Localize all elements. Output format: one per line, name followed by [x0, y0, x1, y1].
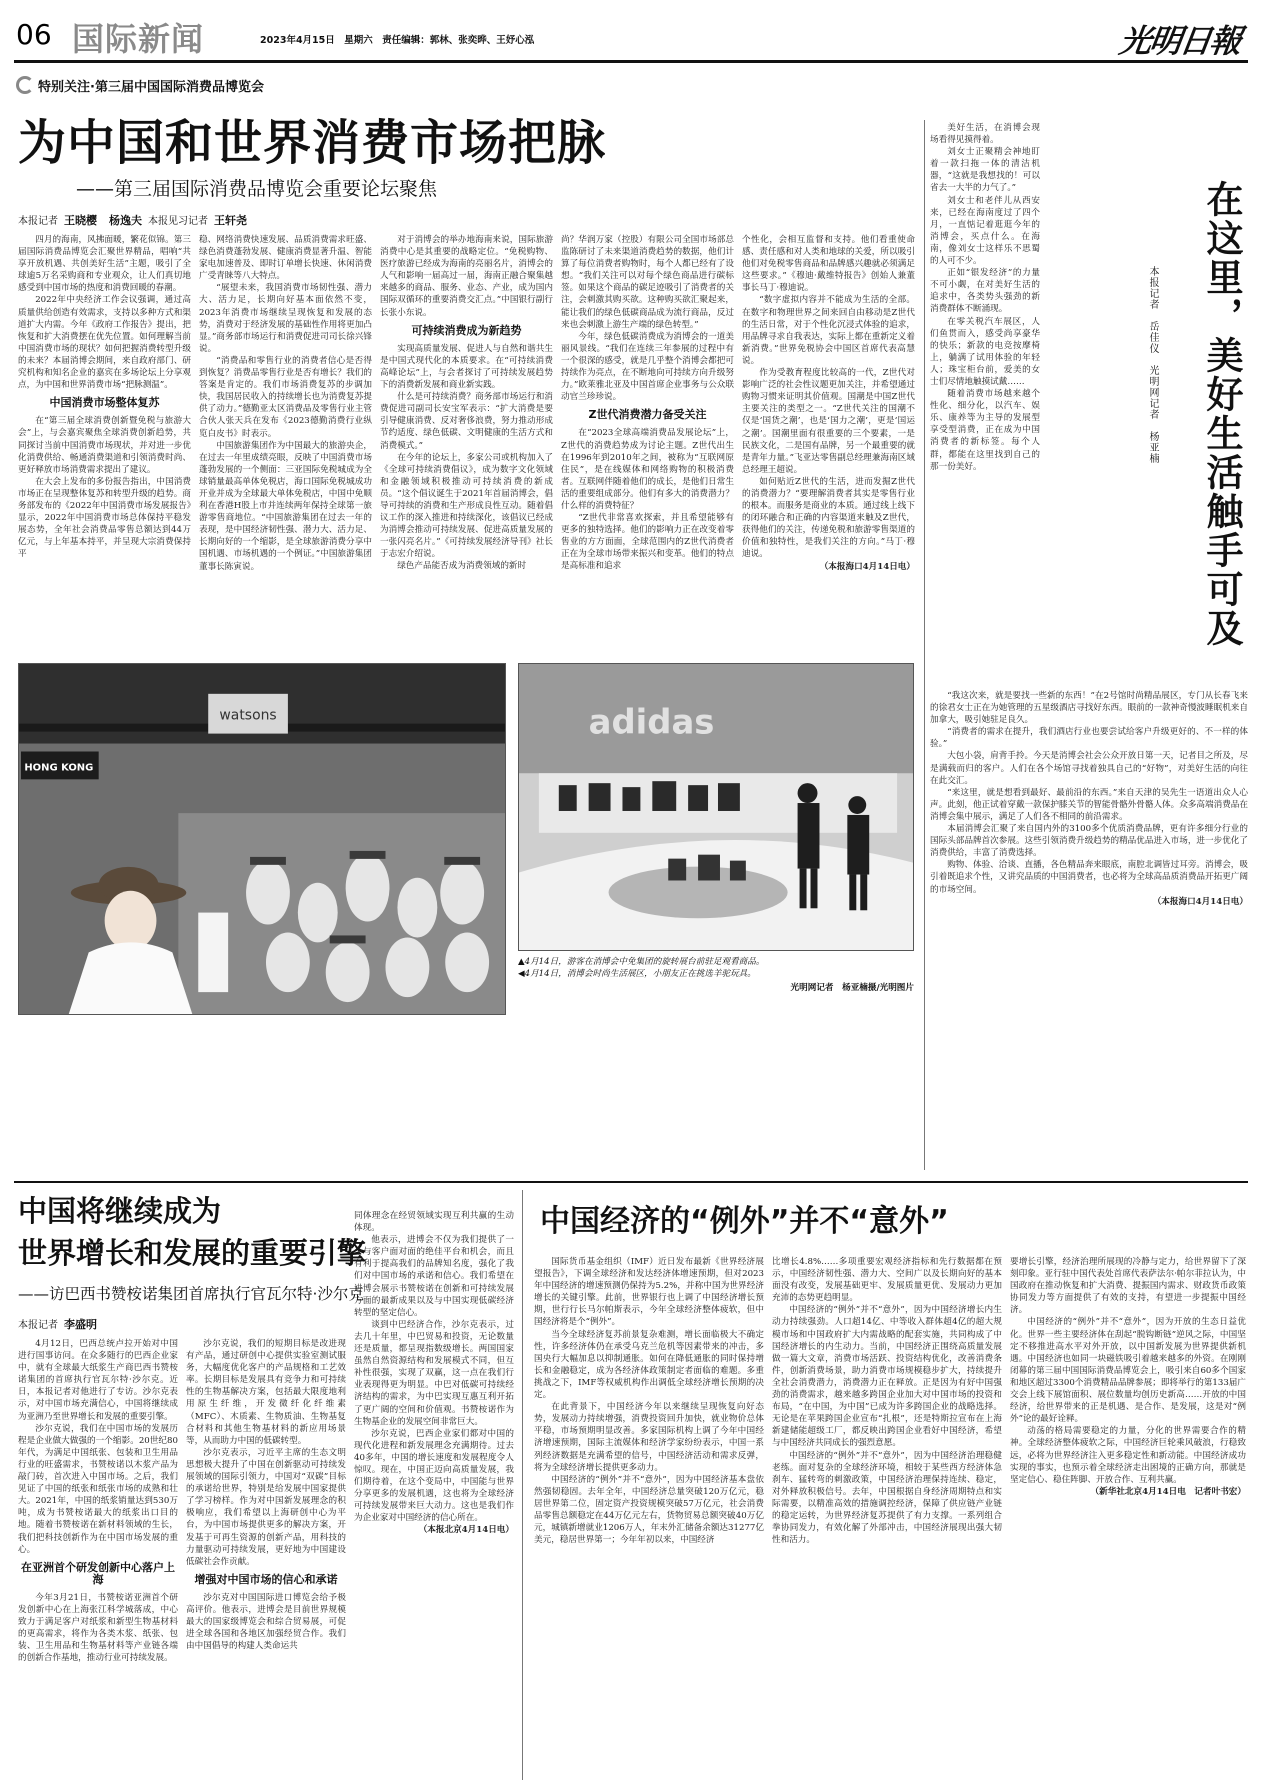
column-tag-text: 特别关注·第三届中国国际消费品博览会: [38, 79, 264, 95]
paragraph: 尚？华润万家（控股）有限公司全国市场部总监陈研讨了未来渠道消费趋势的数据，他们计算了每位消费者购物时，每个人都已经有了设想。“我们关注可以对每个绿色商品进行碳标签。如果这个商品的碳足迹吸引了消费者的关注，会刺激其购买欲。这种购买欲汇聚起来，能让我们的绿色低碳商品成为流行商品，反过来也会刺激上游生产端的绿色转型。”: [561, 235, 734, 330]
column-tag-icon: [16, 76, 34, 94]
interview-subheadline: ——访巴西书赞桉诺集团首席执行官瓦尔特·沙尔克: [18, 1285, 364, 1303]
paragraph: 个性化，会相互监督和支持。他们看重使命感、责任感和对人类和地球的关爱，所以吸引他们对免税零售商品和品牌感兴趣就必须满足这些要求。”《穆迪·戴维特报告》创始人兼董事长马丁·穆迪说。: [742, 235, 915, 294]
author-name: 王轩尧: [214, 214, 247, 227]
paragraph: 实现高质量发展、促进人与自然和谐共生是中国式现代化的本质要求。在“可持续消费高峰论坛”上，与会者探讨了可持续发展趋势下的消费新发展和商业新实践。: [380, 343, 553, 391]
feature-column-4: [561, 234, 734, 652]
paragraph: 沙尔克说，我们的短期目标是改进现有产品，通过研创中心提供实验室测试服务，大幅度优化客户的产品规格和工艺效率。长期目标是发展具有竞争力和可持续性的生物基解决方案，包括最大限度地利用原生纤维，开发微纤化纤维素（MFC）、木质素、生物质油、生物基复合材料和其他生物基材料的新应用场景等，从而助力中国的低碳转型。: [186, 1339, 346, 1446]
photo-caption: ▲4月14日，游客在消博会中免集团的旋转展台前驻足观看商品。: [518, 957, 765, 967]
paragraph: 随着消费市场越来越个性化、细分化，以汽车、娱乐、康养等为主导的发展型享受型消费，正在成为中国消费者的新标签。每个人群，都能在这里找到自己的那一份美好。: [930, 389, 1040, 472]
paragraph: 什么是可持续消费？商务部市场运行和消费促进司副司长安宝军表示：“扩大消费是要引导健康消费、反对奢侈浪费，努力推动形成节约适度、绿色低碳、文明健康的生活方式和消费模式。”: [380, 392, 553, 451]
headline-line: 世界增长和发展的重要引擎: [18, 1236, 367, 1270]
byline-prefix: 本报记者: [18, 216, 58, 227]
sidebar-headline: 在这里，美好生活触手可及: [1200, 180, 1243, 648]
feature-column-2: [199, 234, 372, 652]
paragraph: 美好生活，在消博会现场看得见摸得着。: [930, 123, 1040, 146]
paragraph: 今年3月21日，书赞桉诺亚洲首个研发创新中心在上海张江科学城落成，中心致力于满足客户对纸浆和新型生物基材料的更高需求，将作为各类木浆、纸张、包装、卫生用品和生物基材料等产业链各端的创新合作基地，推动行业可持续发展。: [18, 1592, 178, 1664]
paragraph: 中国经济的“例外”并不“意外”，因为中国经济基本盘依然强韧稳固。去年全年，中国经济总量突破120万亿元，稳居世界第二位，固定资产投资规模突破57万亿元，社会消费品零售总额稳定在44万亿元左右，货物贸易总额突破40万亿元，城镇新增就业1206万人，年末外汇储备余额达31277亿美元，稳居世界第一；今年年初以来，中国经济: [534, 1474, 764, 1546]
paragraph: 刘女士正聚精会神地盯着一款扫拖一体的清洁机器，“这就是我想找的！可以省去一大半的力气了。”: [930, 147, 1040, 194]
masthead: [14, 10, 1248, 58]
feature-column-1: [18, 234, 191, 652]
paragraph: 谈到中巴经济合作，沙尔克表示，过去几十年里，中巴贸易和投资，无论数量还是质量，都呈现指数级增长。两国国家虽然自然资源结构和发展模式不同，但互补性很强，实现了双赢，这一点在我们行业表现得更为明显。中巴对低碳可持续经济结构的需求，为中巴实现互惠互利开拓了更广阔的空间和价值观。书赞桉诺作为生物基企业的发展空间非常巨大。: [354, 1319, 514, 1427]
column-divider: [522, 1190, 523, 1780]
paragraph: 四月的海南，风拂面暖，繁花似锦。第三届国际消费品博览会汇聚世界精品，唱响“共享开放机遇、共创美好生活”主题，吸引了全球逾5万名采购商和专业观众，让人们真切地感受到中国市场的热度和消费回暖的春潮。: [18, 235, 191, 294]
subheading: 中国消费市场整体复苏: [49, 396, 160, 410]
issue-meta: 2023年4月15日 星期六 责任编辑：郭林、张奕晔、王妤心泓: [260, 35, 535, 46]
feature-column-5: [742, 234, 915, 652]
paragraph: 在此背景下，中国经济今年以来继续呈现恢复向好态势，发展动力持续增强，消费投资回升加快，就业物价总体平稳，市场预期明显改善。多家国际机构上调了今年中国经济增速预期，国际主流媒体和经济学家纷纷表示，中国一系列经济数据是充满希望的信号，中国经济活动和需求反弹，将为全球经济增长提供更多动力。: [534, 1402, 764, 1473]
paragraph: 大包小袋，肩背手拎。今天是消博会社会公众开放日第一天，记者目之所及，尽是满载而归的客户。人们在各个场馆寻找着独具自己的“好物”，对美好生活的向往在此交汇。: [930, 751, 1248, 786]
paragraph: 对于消博会的举办地海南来说，国际旅游消费中心是其重要的战略定位。“免税购物、医疗旅游已经成为海南的亮丽名片，消博会的人气和影响一届高过一届，海南正融合聚集越来越多的商品、服务、业态、产业，成为国内国际双循环的重要消费交汇点。”中国银行副行长张小东说。: [380, 235, 553, 318]
commentary-column-2: [772, 1256, 1002, 1784]
feature-byline: [18, 212, 253, 228]
paragraph: 本届消博会汇聚了来自国内外的3100多个优质消费品牌，更有许多细分行业的国际头部品牌首次参展。这些引领消费升级趋势的精品优品进入市场，进一步优化了消费供给，丰富了消费选择。: [930, 824, 1248, 859]
dateline: （本报海口4月14日电）: [819, 561, 915, 572]
dateline: （新华社北京4月14日电 记者叶书宏）: [1090, 1486, 1246, 1497]
newspaper-logo: 光明日報: [1117, 22, 1243, 60]
column-tag: [16, 74, 264, 96]
section-rule: [14, 1181, 1248, 1183]
feature-headline: 为中国和世界消费市场把脉: [18, 115, 607, 171]
paragraph: 4月12日，巴西总统卢拉开始对中国进行国事访问。在众多随行的巴西企业家中，就有全球最大纸浆生产商巴西书赞桉诺集团的首席执行官瓦尔特·沙尔克。近日，本报记者对他进行了专访。沙尔克表示，对中国市场充满信心，中国将继续成为亚洲乃至世界增长和发展的重要引擎。: [18, 1339, 178, 1422]
dateline: （本报北京4月14日电）: [418, 1525, 514, 1536]
byline-prefix: 本报记者: [18, 1320, 58, 1331]
section-title: 国际新闻: [72, 20, 205, 58]
photo-alpaca-toys: [18, 663, 506, 1015]
interview-column-2: [186, 1338, 346, 1784]
interview-headline: [18, 1190, 366, 1274]
photo-fashion-display: [518, 663, 914, 951]
subheading: 在亚洲首个研发创新中心落户上海: [21, 1560, 175, 1586]
sign-text: watsons: [219, 707, 277, 724]
photo-alpaca-toys-art: [19, 664, 505, 1014]
paragraph: “来这里，就是想看到最好、最前沿的东西。”来自天津的吴先生一语道出众人心声。此刻，他正试着穿戴一款保护膝关节的智能骨骼外骨骼人体。众多高端消费品在消博会集中展示，满足了人们各不相同的前沿需求。: [930, 787, 1248, 822]
commentary-column-3: [1010, 1256, 1246, 1784]
paragraph: 2022年中央经济工作会议强调，通过高质量供给创造有效需求，支持以多种方式和渠道扩大内需。今年《政府工作报告》提出，把恢复和扩大消费摆在优先位置。如何理解当前中国消费市场的现状？如何把握消费转型升级的未来？本届消博会期间，来自政府部门、研究机构和知名企业的嘉宾在多场论坛上分享观点，为中国和世界消费市场“把脉测温”。: [18, 295, 191, 391]
feature-column-3: [380, 234, 553, 652]
masthead-rule: [14, 60, 1248, 63]
interview-column-1: [18, 1338, 178, 1784]
paragraph: 稳、网络消费快速发展、品质消费需求旺盛、绿色消费蓬勃发展、健康消费显著升温、智能家电加速普及、即时订单增长快速、休闲消费广受青睐等八大特点。: [199, 235, 372, 282]
photo-credit: 光明网记者 杨亚楠摄/光明图片: [790, 983, 914, 993]
paragraph: 动荡的格局需要稳定的力量，分化的世界需要合作的精神。全球经济整体疲软之际，中国经济巨轮乘风破浪，行稳致远，必将为世界经济注入更多稳定性和新动能。中国经济成功实现的事实，也预示着全球经济走出困境的正确方向，那就是坚定信心、稳住阵脚、开放合作、互利共赢。: [1010, 1426, 1246, 1485]
paragraph: 在“2023全球高端消费品发展论坛”上，Z世代的消费趋势成为讨论主题。Z世代出生在1996年到2010年之间，被称为“互联网原住民”，是在线媒体和网络购物的积极消费者。互联网伴随着他们的成长，是他们日常生活的重要组成部分。他们有多大的消费潜力？什么样的消费特征？: [561, 428, 734, 511]
paragraph: 今年，绿色低碳消费成为消博会的一道美丽风景线。“我们在连续三年参展的过程中有一个很深的感受，就是几乎整个消博会都把可持续作为亮点，在不断地向可持续方向升级努力。”欧莱雅北亚及中国首席企业事务与公众联动官兰珍珍说。: [561, 331, 734, 403]
interview-byline: [18, 1316, 103, 1332]
subheading: Z世代消费潜力备受关注: [588, 408, 707, 422]
paragraph: “我这次来，就是要找一些新的东西！”在2号馆时尚精品展区，专门从长春飞来的徐君女士正在为她管理的五星级酒店寻找好东西。眼前的一款神奇慢波睡眠机来自加拿大，吸引她驻足良久。: [930, 691, 1248, 726]
paragraph: 要增长引擎，经济治理所展现的冷静与定力，给世界留下了深刻印象。亚行驻中国代表处首席代表萨法尔·帕尔菲拉认为，中国政府在推动恢复和扩大消费、提振国内需求、财政货币政策协同发力等方面提供了有效的支持，有望进一步提振中国经济。: [1010, 1257, 1246, 1316]
paragraph: 中国旅游集团作为中国最大的旅游央企，在过去一年里成绩亮眼，反映了中国消费市场蓬勃发展的一个侧面：三亚国际免税城成为全球销量最高单体免税店，海口国际免税城成功开业并成为全球最大单体免税店，中国中免顺利在香港H股上市并连续两年保持全球第一旅游零售商地位。“中国旅游集团在过去一年的表现，是中国经济韧性强、潜力大、活力足、长期向好的一个缩影，是全球旅游消费分享中国机遇、市场机遇的一个例证。”中国旅游集团董事长陈寅说。: [199, 440, 372, 572]
paragraph: 沙尔克表示，习近平主席的生态文明思想极大提升了中国在创新驱动可持续发展领域的国际引领力，中国对“双碳”目标的承诺给世界，特别是给发展中国家提供了学习榜样。作为对中国新发展理念的积极响应，我们希望以上海研创中心为平台，为中国市场提供更多的解决方案，开发基于可再生资源的创新产品，用科技的力量驱动可持续发展，更好地为中国建设低碳社会作贡献。: [186, 1447, 346, 1567]
commentary-headline: 中国经济的“例外”并不“意外”: [540, 1204, 949, 1239]
paragraph: 购物、体验、洽谈、直播，各色精品奔来眼底，南腔北调皆过耳旁。消博会，吸引着既追求个性，又讲究品质的中国消费者，也必将为全球高品质消费品开拓更广阔的市场空间。: [930, 860, 1248, 895]
author-name: 李盛明: [64, 1318, 97, 1331]
paragraph: 当今全球经济复苏前景复杂难测，增长面临极大不确定性，许多经济体仍在承受乌克兰危机等因素带来的冲击，多国央行大幅加息以抑制通胀。如何在降低通胀的同时保持增长和金融稳定，成为各经济体政策制定者面临的难题。多重挑战之下，IMF等权威机构作出调低全球经济增长预期的决定。: [534, 1329, 764, 1401]
subheading: 增强对中国市场的信心和承诺: [194, 1572, 338, 1586]
paragraph: 刘女士和老伴儿从西安来，已经在海南度过了四个月，一直惦记着逛逛今年的消博会，买点什么。在海南，像刘女士这样乐不思蜀的人可不少。: [930, 195, 1040, 267]
headline-line: 中国将继续成为: [18, 1194, 222, 1228]
subheading: 可持续消费成为新趋势: [411, 323, 522, 337]
brand-sign: adidas: [588, 702, 715, 742]
paragraph: 作为受教育程度比较高的一代，Z世代对影响广泛的社会性议题更加关注，并希望通过购物习惯来证明其价值观。国潮是中国Z世代主要关注的类型之一。“Z世代关注的国潮不仅是‘国货之潮’，也是‘国力之潮’，更是‘国运之潮’。国潮里面有很重要的三个要素，一是民族文化，二是国有品牌，另一个最重要的就是青年力量。”飞亚达零售副总经理兼海南区域总经理王超说。: [742, 368, 915, 475]
photo-fashion-display-art: [519, 664, 913, 950]
paragraph: 国际货币基金组织（IMF）近日发布最新《世界经济展望报告》，下调全球经济和发达经济体增速预期，但对2023年中国经济的增速预测仍保持为5.2%，并称中国为世界经济增长的关键引擎。此前，世界银行也上调了中国经济增长预期，世行行长马尔帕斯表示，今年全球经济整体疲软，但中国经济将是个“例外”。: [534, 1257, 764, 1328]
paragraph: 中国经济的“例外”并不“意外”，因为开放的生态日益优化。世界一些主要经济体在刮起“脱钩断链”逆风之际，中国坚定不移推进高水平对外开放，以中国新发展为世界提供新机遇。中国经济也如同一块磁铁吸引着越来越多的外资。在刚刚闭幕的第三届中国国际消费品博览会上，吸引来自60多个国家和地区超过3300个消费精品品牌参展；即将举行的第133届广交会上线下展馆面积、展位数量均创历史新高……开放的中国经济，给世界带来的正是机遇、是合作、是发展，这是对“例外”论的最好诠释。: [1010, 1317, 1246, 1425]
paragraph: 中国经济的“例外”并不“意外”，因为中国经济治理稳健老练。面对复杂的全球经济环境，相较于某些西方经济体急刹车、猛转弯的刺激政策，中国经济治理保持连续、稳定，对外释放积极信号。去年，中国根据自身经济周期特点和实际需要，以精准高效的措施调控经济，保障了供应链产业链的稳定运转，为世界经济复苏提供了有力支撑。一系列组合拳协同发力，有效化解了外部冲击，中国经济展现出强大韧性和活力。: [772, 1450, 1002, 1546]
paragraph: 他表示，进博会不仅为我们提供了一个与客户面对面的绝佳平台和机会，而且有利于提高我们的品牌知名度，强化了我们对中国市场的承诺和信心。我们希望在进博会展示书赞桉诺在创新和可持续发展方面的最新成果以及与中国实现低碳经济转型的坚定信心。: [354, 1235, 514, 1318]
paragraph: 在零关税汽车展区，人们鱼贯而入，感受尚享豪华的快乐；新款的电竞按摩椅上，躺满了试用体验的年轻人；珠宝柜台前，爱美的女士们尽情地触摸试戴……: [930, 316, 1040, 387]
paragraph: “Z世代非常喜欢探索，并且希望能够有更多的独特选择。他们的影响力正在改变着零售业的方方面面，全球范围内的Z世代消费者正在为全球市场带来振兴和变革。他们的特点是高标准和追求: [561, 513, 734, 572]
author-name: 王晓樱: [64, 214, 97, 227]
paragraph: 在大会上发布的多份报告指出，中国消费市场正在呈现整体复苏和转型升级的趋势。商务部发布的《2022年中国消费市场发展报告》显示，2022年中国消费市场总体保持平稳发展态势，全年社会消费品零售总额达到44万亿元，与上年基本持平，并呈现大宗消费保持平: [18, 476, 191, 560]
photo-caption: ◀4月14日，消博会时尚生活展区，小朋友正在挑选羊驼玩具。: [518, 969, 756, 979]
paragraph: “数字虚拟内容并不能成为生活的全部。在数字和物理世界之间来回自由移动是Z世代的生活日常，对于个性化沉浸式体验的追求，用品牌寻求自我表达，实际上都在重新定义着新消费。”世界免税协会中国区首席代表高慧说。: [742, 295, 915, 366]
dateline: （本报海口4月14日电）: [1152, 896, 1248, 907]
sidebar-column-a: [930, 122, 1040, 680]
paragraph: 正如“银发经济”的力量不可小觑，在对美好生活的追求中，各类势头强劲的新消费群体不断涌现。: [930, 268, 1040, 315]
sign-text: HONG KONG: [24, 762, 94, 774]
photo-captions: [518, 956, 914, 994]
paragraph: 同体理念在经贸领域实现互利共赢的生动体现。: [354, 1211, 514, 1234]
paragraph: “消费品和零售行业的消费者信心是否得到恢复？消费品零售行业是否有增长？我们的答案是肯定的。我们市场消费复苏的步调加快，我国居民收入的持续增长也为消费复苏提供了动力。”德勤亚太区消费品及零售行业主管合伙人张天兵在发布《2023德勤消费行业纵览白皮书》时表示。: [199, 355, 372, 439]
sidebar-byline: 本报记者 岳佳仪 光明网记者 杨亚楠: [1147, 266, 1158, 464]
paragraph: 在今年的论坛上，多家公司或机构加入了《全球可持续消费倡议》，成为数字文化领域和金融领域积极推动可持续消费的新成员。“这个倡议诞生于2021年首届消博会，倡导可持续的消费和生产形成良性互动。随着倡议工作的深入推进和持续深化，该倡议已经成为消博会推动可持续发展、促进高质量发展的一张闪亮名片。”《可持续发展经济导刊》社长于志宏介绍说。: [380, 452, 553, 560]
paragraph: 沙尔克对中国国际进口博览会给予极高评价。他表示，进博会是目前世界规模最大的国家级博览会和综合贸易展，可促进全球各国和各地区加强经贸合作。我们由中国倡导的构建人类命运共: [186, 1592, 346, 1652]
interview-column-3: [354, 1210, 514, 1784]
paragraph: “展望未来，我国消费市场韧性强、潜力大、活力足，长期向好基本面依然不变，2023年消费市场继续呈现恢复和发展的态势，消费对于经济发展的基础性作用将更加凸显。”商务部市场运行和消费促进司司长徐兴锋说。: [199, 283, 372, 354]
paragraph: 比增长4.8%……多项重要宏观经济指标和先行数据都在预示，中国经济韧性强、潜力大、空间广以及长期向好的基本面没有改变，发展基础更牢、发展质量更优、发展动力更加充沛的态势更趋明显。: [772, 1257, 1002, 1304]
paragraph: 绿色产品能否成为消费领域的新时: [397, 561, 527, 572]
commentary-column-1: [534, 1256, 764, 1784]
page-number: 06: [16, 18, 52, 51]
paragraph: 中国经济的“例外”并不“意外”，因为中国经济增长内生动力持续强劲。人口超14亿、中等收入群体超4亿的超大规模市场和中国政府扩大内需战略的配套实施，共同构成了中国经济增长的内生动力。当前，中国经济正围绕高质量发展做一篇大文章，消费市场活跃、投资结构优化，改善消费条件，创新消费场景，助力消费市场规模稳步扩大，持续提升全社会消费潜力，消费潜力正在释放。正是因为有好中国强劲的消费需求，越来越多跨国企业加大对中国市场的投资和布局，“在中国，为中国”已成为许多跨国企业的战略选择。无论是在苹果跨国企业宣布“扎根”，还是特斯拉宣布在上海新建储能超级工厂，都反映出跨国企业看好中国经济，希望与中国经济共同成长的强烈意愿。: [772, 1305, 1002, 1449]
paragraph: 在“第三届全球消费创新暨免税与旅游大会”上，与会嘉宾聚焦全球消费创新趋势，共同探讨当前中国消费市场现状，并对进一步优化消费供给、畅通消费渠道和引领消费时尚、更好释放市场消费需求提出了建议。: [18, 416, 191, 475]
author-name: 杨逸夫: [109, 214, 142, 227]
byline-prefix: 本报见习记者: [148, 216, 208, 227]
paragraph: “消费者的需求在提升，我们酒店行业也要尝试给客户升级更好的、不一样的体验。”: [930, 727, 1248, 750]
sidebar-divider: [924, 120, 925, 1170]
feature-subheadline: ——第三届国际消费品博览会重要论坛聚焦: [76, 178, 438, 200]
paragraph: 沙尔克说，巴西企业家们都对中国的现代化进程和新发展理念充满期待。过去40多年，中国的增长速度和发展程度令人惊叹。现在，中国正迈向高质量发展，我们期待着，在这个变局中，中国能与世界分享更多的发展机遇，这也将为全球经济可持续发展带来巨大动力。这也是我们作为企业家对中国经济的信心所在。: [354, 1428, 514, 1524]
paragraph: 如何贴近Z世代的生活，进而发掘Z世代的消费潜力？“要理解消费者其实是零售行业的根本。而服务是商业的本质。通过线上线下的闭环融合和正确的内容渠道来触及Z世代，获得他们的关注，传递免税和旅游零售渠道的价值和独特性，是我们关注的方向。”马丁·穆迪说。: [742, 476, 915, 560]
sidebar-column-b: [930, 690, 1248, 1172]
paragraph: 沙尔克说，我们在中国市场的发展历程是企业做大做强的一个缩影。20世纪80年代，为满足中国纸张、包装和卫生用品行业的旺盛需求，书赞桉诺以木浆产品为敲门砖，首次进入中国市场。之后，我们见证了中国的纸张和纸张市场的成熟和壮大。2021年，中国的纸浆销量达到530万吨，成为书赞桉诺最大的纸浆出口目的地。随着书赞桉诺在新材料领域的生长，我们把科技创新作为在中国市场发展的重心。: [18, 1423, 178, 1555]
